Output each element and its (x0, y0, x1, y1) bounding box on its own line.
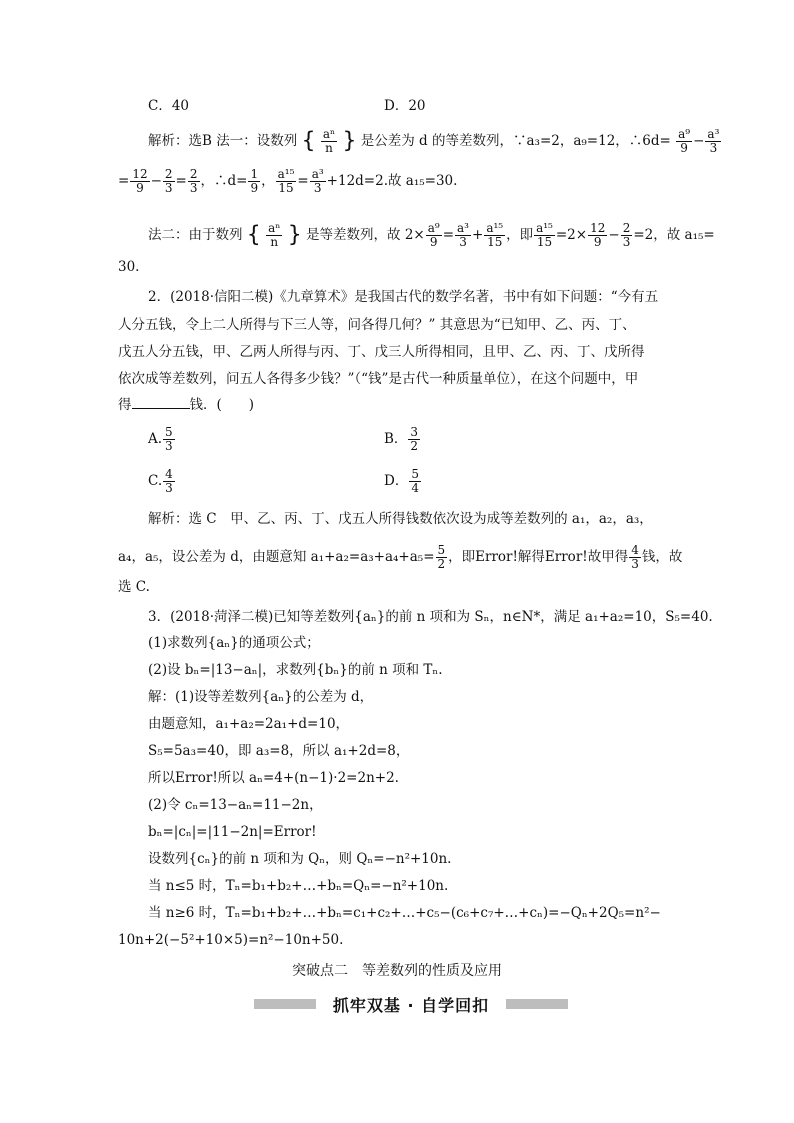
q2-solution-line1: 解析：选 C 甲、乙、丙、丁、戊五人所得钱数依次设为成等差数列的 a₁，a₂，a₃， (148, 511, 653, 527)
q2-option-d (384, 468, 422, 495)
option-b-label: B． (384, 431, 408, 447)
q2-option-b (384, 426, 421, 453)
q3-line7: 所以Error!所以 aₙ=4+(n−1)·2=2n+2. (148, 770, 399, 786)
method2-end: =2，故 a₁₅= (633, 227, 715, 243)
q2-qian: 钱．( ) (189, 397, 255, 413)
q3-line6: S₅=5a₃=40，即 a₃=8，所以 a₁+2d=8， (148, 743, 410, 759)
sol2-start: a₄，a₅，设公差为 d，由题意知 a₁+a₂=a₃+a₄+a₅= (118, 549, 435, 565)
fraction-12-9b: $\frac{12}{9}$ (590, 221, 606, 249)
q2-line3: 戊五人分五钱，甲、乙两人所得与丙、丁、戊三人所得相同，且甲、乙、丙、丁、戊所得 (118, 344, 645, 360)
q2-de: 得 (118, 397, 132, 413)
q3-line10: 设数列{cₙ}的前 n 项和为 Qₙ，则 Qₙ=−n²+10n. (148, 851, 452, 867)
q2-solution-line3: 选 C. (118, 579, 150, 595)
q1-solution-method2-end: 30. (118, 259, 140, 275)
q1-solution-line2: = $\frac{12}{9}$ − $\frac{2}{3}$ = $\frac{2}{3}$ ，∴d= $\frac{1}{9}$ ， $\frac{\text{a¹⁵}}{15}$ = $\frac{\text{a³}}{3}$ +12d=2.故 a₁₅=30. (118, 167, 458, 195)
q3-line11: 当 n≤5 时，Tₙ=b₁+b₂+…+bₙ=Qₙ=−n²+10n. (148, 878, 449, 894)
fraction-2-3b: $\frac{2}{3}$ (189, 167, 198, 195)
q2-solution-line2 (118, 544, 682, 571)
q1-solution-method2: 法二：由于数列 { $\frac{\text{aⁿ}}{n}$ } 是等差数列，故 2× $\frac{\text{a⁹}}{9}$ = $\frac{\text{a³}}{3}$ + $\frac{\text{a¹⁵}}{15}$ ，即 $\frac{\text{a¹⁵}}{15}$ =2× $\frac{12}{9}$ − $\frac{2}{3}$ =2，故 a₁₅= (148, 221, 715, 249)
fraction-a9-9b: $\frac{\text{a⁹}}{9}$ (427, 221, 440, 249)
q1-option-c: C．40 (148, 98, 190, 114)
fraction-2-3c: $\frac{2}{3}$ (622, 221, 631, 249)
method1-start: 法一：设数列 (216, 133, 298, 149)
q3-line1: 3．(2018·菏泽二模)已知等差数列{aₙ}的前 n 项和为 Sₙ，n∈N*，满足 a₁+a₂=10，S₅=40. (148, 609, 713, 625)
fraction-3-2: $\frac{3}{2}$ (410, 425, 419, 453)
q3-line8: (2)令 cₙ=13−aₙ=11−2n， (148, 797, 323, 813)
method2-ji: ，即 (506, 227, 534, 243)
q2-option-a (148, 426, 176, 453)
fraction-an-over-n: $\frac{\text{aⁿ}}{n}$ (322, 127, 336, 155)
q3-line13: 10n+2(−5²+10×5)=n²−10n+50. (118, 932, 344, 948)
fraction-a3-3c: $\frac{\text{a³}}{3}$ (457, 221, 469, 249)
fraction-5-3: $\frac{5}{3}$ (165, 425, 173, 453)
fraction-an-over-n-2: $\frac{\text{aⁿ}}{n}$ (268, 221, 281, 249)
option-a-label: A. (148, 431, 163, 447)
fraction-a15-15c: $\frac{\text{a¹⁵}}{15}$ (536, 221, 553, 249)
q3-line9: bₙ=|cₙ|=|11−2n|=Error! (148, 824, 317, 840)
q2-line4: 依次成等差数列，问五人各得多少钱？”（“钱”是古代一种质量单位），在这个问题中，甲 (118, 371, 639, 387)
brace-close-2: } (287, 222, 302, 248)
fraction-a3-3b: $\frac{\text{a³}}{3}$ (311, 167, 324, 195)
brace-close: } (342, 128, 357, 154)
section-heading: 突破点二 等差数列的性质及应用 (292, 963, 502, 979)
q3-line2: (1)求数列{aₙ}的通项公式； (148, 635, 320, 651)
method2-mid: 是等差数列，故 2× (306, 227, 425, 243)
q2-line5 (118, 396, 254, 414)
fraction-a15-15: $\frac{\text{a¹⁵}}{15}$ (277, 167, 295, 195)
brace-open: { (301, 128, 316, 154)
fraction-1-9: $\frac{1}{9}$ (250, 167, 259, 195)
option-d-label: D． (384, 473, 409, 489)
q3-line4: 解：(1)设等差数列{aₙ}的公差为 d， (148, 689, 374, 705)
q2-option-c (148, 468, 176, 495)
fraction-12-9: $\frac{12}{9}$ (132, 167, 148, 195)
sol2-mid: ，即Error!解得Error!故甲得 (448, 549, 629, 565)
line2-end: +12d=2.故 a₁₅=30. (326, 173, 458, 189)
option-c-label: C. (148, 473, 163, 489)
brace-open-2: { (246, 222, 261, 248)
fraction-5-2: $\frac{5}{2}$ (437, 543, 446, 571)
banner-text: 抓牢双基 · 自学回扣 (332, 996, 490, 1015)
q3-line12: 当 n≥6 时，Tₙ=b₁+b₂+…+bₙ=c₁+c₂+…+c₅−(c₆+c₇+…+cₙ)=−Qₙ+2Q₅=n²− (148, 905, 661, 921)
line2-d: ，∴d= (200, 173, 248, 189)
method2-start: 法二：由于数列 (148, 227, 243, 243)
q3-line5: 由题意知，a₁+a₂=2a₁+d=10， (148, 716, 350, 732)
q1-solution-method1: 解析：选B 法一：设数列 { $\frac{\text{aⁿ}}{n}$ } 是公差为 d 的等差数列，∵a₃=2，a₉=12，∴6d= $\frac{\text{a⁹}}{9}$ − $\frac{\text{a³}}{3}$ (148, 127, 720, 155)
q2-line2: 人分五钱，令上二人所得与下三人等，问各得几何？” 其意思为“已知甲、乙、丙、丁、 (118, 317, 636, 333)
q2-line1: 2．(2018·信阳二模)《九章算术》是我国古代的数学名著，书中有如下问题：“今有五 (148, 289, 659, 305)
section-banner (254, 993, 568, 1015)
fraction-a3-over-3: $\frac{\text{a³}}{3}$ (707, 127, 720, 155)
fraction-a9-over-9: $\frac{\text{a⁹}}{9}$ (678, 127, 691, 155)
answer-blank (132, 396, 190, 409)
fraction-4-3b: $\frac{4}{3}$ (631, 543, 639, 571)
solution-label: 解析：选B (148, 133, 212, 149)
fraction-2-3: $\frac{2}{3}$ (164, 167, 173, 195)
sol2-end: 钱，故 (641, 549, 683, 565)
fraction-5-4: $\frac{5}{4}$ (411, 467, 419, 495)
method1-end: 是公差为 d 的等差数列，∵a₃=2，a₉=12，∴6d= (360, 133, 671, 149)
fraction-a15-15b: $\frac{\text{a¹⁵}}{15}$ (486, 221, 504, 249)
fraction-4-3: $\frac{4}{3}$ (165, 467, 173, 495)
q1-option-d: D．20 (384, 98, 426, 114)
q3-line3: (2)设 bₙ=|13−aₙ|，求数列{bₙ}的前 n 项和 Tₙ. (148, 662, 443, 678)
